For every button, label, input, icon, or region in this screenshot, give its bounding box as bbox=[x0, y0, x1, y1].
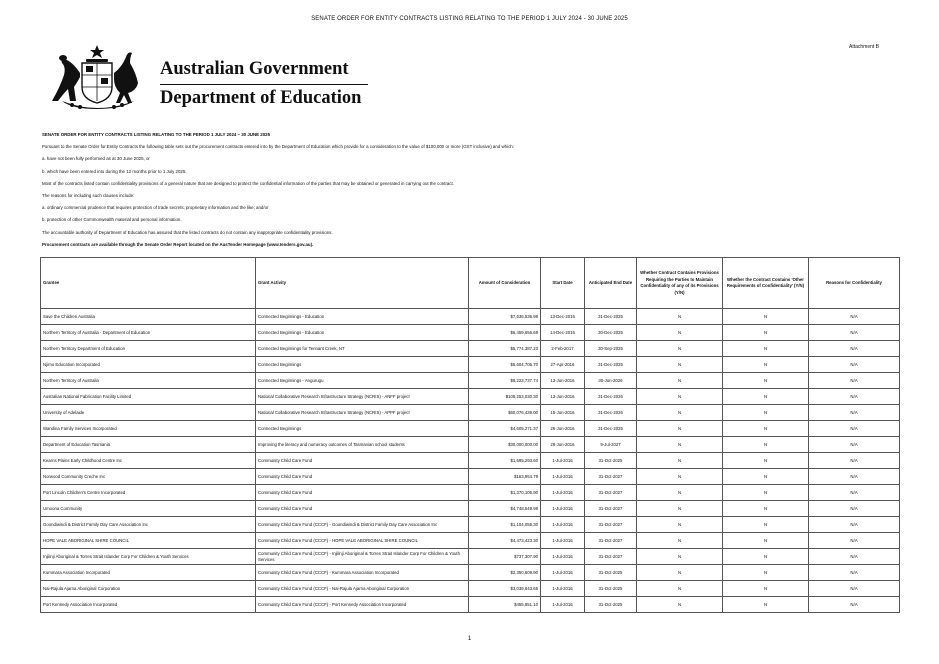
reasons-cell: N/A bbox=[809, 341, 900, 357]
confidentiality-cell: N bbox=[637, 309, 723, 325]
other-requirements-cell: N bbox=[723, 389, 809, 405]
reasons-cell: N/A bbox=[809, 565, 900, 581]
other-requirements-cell: N bbox=[723, 357, 809, 373]
other-requirements-cell: N bbox=[723, 469, 809, 485]
grant-activity-cell: National Collaborative Research Infrastructure Strategy (NCRIS) - APPF project bbox=[256, 405, 469, 421]
confidentiality-cell: N bbox=[637, 581, 723, 597]
table-row bbox=[41, 373, 900, 389]
reasons-cell: N/A bbox=[809, 325, 900, 341]
end-date-cell: 31-Oct-2027 bbox=[585, 485, 637, 501]
other-requirements-cell: N bbox=[723, 485, 809, 501]
other-requirements-cell: N bbox=[723, 565, 809, 581]
other-requirements-cell: N bbox=[723, 517, 809, 533]
table-row bbox=[41, 501, 900, 517]
start-date-cell: 1-Jul-2016 bbox=[541, 517, 585, 533]
grantee-cell: University of Adelaide bbox=[41, 405, 256, 421]
reasons-cell: N/A bbox=[809, 373, 900, 389]
confidentiality-cell: N bbox=[637, 453, 723, 469]
reasons-intro: The reasons for including such clauses include: bbox=[42, 192, 135, 198]
start-date-cell: 1-Jul-2016 bbox=[541, 469, 585, 485]
grantee-cell: Goondiwindi & District Family Day Care Association Inc bbox=[41, 517, 256, 533]
other-requirements-cell: N bbox=[723, 533, 809, 549]
end-date-cell: 31-Oct-2027 bbox=[585, 533, 637, 549]
other-requirements-cell: N bbox=[723, 421, 809, 437]
department-name: Department of Education bbox=[160, 88, 362, 108]
other-requirements-cell: N bbox=[723, 453, 809, 469]
table-row bbox=[41, 453, 900, 469]
intro-paragraph: Pursuant to the Senate Order for Entity Contracts the following table sets out the procurement contracts entered into by the Department of Education which provide for a consideration to the value of $100,000 or more (GST inclusive) and which: bbox=[42, 144, 514, 150]
grantee-cell: Port Kennedy Association Incorporated bbox=[41, 597, 256, 613]
end-date-cell: 31-Oct-2025 bbox=[585, 565, 637, 581]
table-row bbox=[41, 533, 900, 549]
start-date-cell: 1-Jul-2016 bbox=[541, 565, 585, 581]
reasons-cell: N/A bbox=[809, 597, 900, 613]
amount-cell: $737,307.90 bbox=[469, 549, 541, 565]
reasons-cell: N/A bbox=[809, 437, 900, 453]
confidentiality-cell: N bbox=[637, 373, 723, 389]
assurance-paragraph: The accountable authority of Department of Education has assured that the listed contracts do not contain any inappropriate confidentiality provisions. bbox=[42, 229, 333, 235]
confidentiality-cell: N bbox=[637, 501, 723, 517]
amount-cell: $4,473,423.30 bbox=[469, 533, 541, 549]
confidentiality-paragraph: Most of the contracts listed contain confidentiality provisions of a general nature that are designed to protect the confidential information of the parties that may be obtained or generated in carrying out the contract. bbox=[42, 180, 454, 186]
end-date-cell: 31-Dec-2025 bbox=[585, 421, 637, 437]
other-requirements-cell: N bbox=[723, 501, 809, 517]
end-date-cell: 31-Dec-2025 bbox=[585, 357, 637, 373]
table-row bbox=[41, 581, 900, 597]
grant-activity-cell: Connected Beginnings bbox=[256, 357, 469, 373]
confidentiality-cell: N bbox=[637, 469, 723, 485]
reasons-cell: N/A bbox=[809, 405, 900, 421]
amount-cell: $4,748,549.98 bbox=[469, 501, 541, 517]
end-date-cell: 9-Jul-2027 bbox=[585, 437, 637, 453]
amount-cell: $8,223,737.74 bbox=[469, 373, 541, 389]
grantee-cell: Northern Territory of Australia - Department of Education bbox=[41, 325, 256, 341]
end-date-cell: 30-Sep-2025 bbox=[585, 341, 637, 357]
amount-cell: $30,000,000.00 bbox=[469, 437, 541, 453]
start-date-cell: 13-Jun-2016 bbox=[541, 373, 585, 389]
table-body bbox=[41, 309, 900, 613]
grantee-cell: Injilinji Aboriginal & Torres Strait Islander Corp For Children & Youth Services bbox=[41, 549, 256, 565]
start-date-cell: 1-Jul-2016 bbox=[541, 485, 585, 501]
page-number: 1 bbox=[467, 636, 472, 642]
end-date-cell: 30-Jun-2026 bbox=[585, 373, 637, 389]
grant-activity-cell: Community Child Care Fund bbox=[256, 485, 469, 501]
amount-cell: $60,076,439.00 bbox=[469, 405, 541, 421]
other-requirements-cell: N bbox=[723, 309, 809, 325]
grant-activity-cell: Community Child Care Fund (CCCF) - Port Kennedy Association Incorporated bbox=[256, 597, 469, 613]
amount-cell: $1,695,293.60 bbox=[469, 453, 541, 469]
other-requirements-cell: N bbox=[723, 581, 809, 597]
other-requirements-cell: N bbox=[723, 549, 809, 565]
intro-heading: SENATE ORDER FOR ENTITY CONTRACTS LISTING RELATING TO THE PERIOD 1 JULY 2024 – 30 JUNE 2025 bbox=[42, 132, 271, 137]
reasons-cell: N/A bbox=[809, 453, 900, 469]
grantee-cell: Njirno Education Incorporated bbox=[41, 357, 256, 373]
table-row bbox=[41, 597, 900, 613]
confidentiality-cell: N bbox=[637, 565, 723, 581]
table-row bbox=[41, 389, 900, 405]
grant-activity-cell: Community Child Care Fund (CCCF) - HOPE VALE ABORIGINAL SHIRE COUNCIL bbox=[256, 533, 469, 549]
table-row bbox=[41, 437, 900, 453]
column-header-start-date: Start Date bbox=[541, 258, 585, 309]
intro-item-a: a. have not been fully performed as at 30 June 2025, or bbox=[42, 156, 150, 162]
grantee-cell: Wandina Family Services Incorporated bbox=[41, 421, 256, 437]
column-header-reasons: Reasons for Confidentiality bbox=[809, 258, 900, 309]
start-date-cell: 1-Jul-2016 bbox=[541, 533, 585, 549]
reasons-cell: N/A bbox=[809, 501, 900, 517]
table-row bbox=[41, 421, 900, 437]
grantee-cell: Save the Children Australia bbox=[41, 309, 256, 325]
amount-cell: $105,253,030.30 bbox=[469, 389, 541, 405]
other-requirements-cell: N bbox=[723, 437, 809, 453]
confidentiality-cell: N bbox=[637, 405, 723, 421]
start-date-cell: 13-Dec-2016 bbox=[541, 309, 585, 325]
column-header-grant-activity: Grant Activity bbox=[256, 258, 469, 309]
table-row bbox=[41, 549, 900, 565]
grant-activity-cell: Community Child Care Fund (CCCF) - Goondiwindi & District Family Day Care Association Inc bbox=[256, 517, 469, 533]
grant-activity-cell: Improving the literacy and numeracy outcomes of Tasmanian school students bbox=[256, 437, 469, 453]
reason-a: a. ordinary commercial prudence that requires protection of trade secrets, proprietary information and the like; and/or bbox=[42, 205, 269, 211]
table-row bbox=[41, 405, 900, 421]
grant-activity-cell: Connected Beginnings - Angurugu bbox=[256, 373, 469, 389]
grant-activity-cell: Community Child Care Fund bbox=[256, 453, 469, 469]
grant-activity-cell: Connected Beginnings bbox=[256, 421, 469, 437]
start-date-cell: 1-Jul-2016 bbox=[541, 581, 585, 597]
grant-activity-cell: Connected Beginnings - Education bbox=[256, 309, 469, 325]
reasons-cell: N/A bbox=[809, 517, 900, 533]
grant-activity-cell: Connected Beginnings - Education bbox=[256, 325, 469, 341]
other-requirements-cell: N bbox=[723, 373, 809, 389]
end-date-cell: 31-Dec-2026 bbox=[585, 389, 637, 405]
start-date-cell: 1-Jul-2016 bbox=[541, 501, 585, 517]
end-date-cell: 31-Oct-2027 bbox=[585, 549, 637, 565]
reasons-cell: N/A bbox=[809, 469, 900, 485]
table-row bbox=[41, 325, 900, 341]
grant-activity-cell: Community Child Care Fund (CCCF) - Injilinji Aboriginal & Torres Strait Islander Corp For Children & Youth Services bbox=[256, 549, 469, 565]
grant-activity-cell: Connected Beginnings for Tennant Creek, NT bbox=[256, 341, 469, 357]
other-requirements-cell: N bbox=[723, 597, 809, 613]
confidentiality-cell: N bbox=[637, 437, 723, 453]
confidentiality-cell: N bbox=[637, 597, 723, 613]
grantee-cell: HOPE VALE ABORIGINAL SHIRE COUNCIL bbox=[41, 533, 256, 549]
amount-cell: $163,954.79 bbox=[469, 469, 541, 485]
reasons-cell: N/A bbox=[809, 389, 900, 405]
grantee-cell: Northern Territory Department of Education bbox=[41, 341, 256, 357]
confidentiality-cell: N bbox=[637, 517, 723, 533]
start-date-cell: 2-Feb-2017 bbox=[541, 341, 585, 357]
end-date-cell: 31-Dec-2026 bbox=[585, 405, 637, 421]
end-date-cell: 31-Oct-2027 bbox=[585, 501, 637, 517]
confidentiality-cell: N bbox=[637, 549, 723, 565]
reasons-cell: N/A bbox=[809, 485, 900, 501]
other-requirements-cell: N bbox=[723, 405, 809, 421]
table-row bbox=[41, 517, 900, 533]
table-row bbox=[41, 309, 900, 325]
column-header-grantee: Grantee bbox=[41, 258, 256, 309]
amount-cell: $6,459,656.69 bbox=[469, 325, 541, 341]
other-requirements-cell: N bbox=[723, 341, 809, 357]
grantee-cell: Kearns Plains Early Childhood Centre Inc bbox=[41, 453, 256, 469]
end-date-cell: 31-Oct-2025 bbox=[585, 453, 637, 469]
austender-note: Procurement contracts are available through the Senate Order Report located on the AusTender Homepage (www.tenders.gov.au). bbox=[42, 241, 314, 247]
amount-cell: $2,350,609.90 bbox=[469, 565, 541, 581]
amount-cell: $3,039,643.65 bbox=[469, 581, 541, 597]
end-date-cell: 31-Oct-2027 bbox=[585, 469, 637, 485]
confidentiality-cell: N bbox=[637, 357, 723, 373]
government-name: Australian Government bbox=[160, 59, 349, 79]
reasons-cell: N/A bbox=[809, 581, 900, 597]
grantee-cell: Nai-Rajula Ajarna Aboriginal Corporation bbox=[41, 581, 256, 597]
column-header-end-date: Anticipated End Date bbox=[585, 258, 637, 309]
grant-activity-cell: Community Child Care Fund bbox=[256, 501, 469, 517]
attachment-label: Attachment B bbox=[848, 44, 879, 50]
confidentiality-cell: N bbox=[637, 389, 723, 405]
table-row bbox=[41, 341, 900, 357]
reasons-cell: N/A bbox=[809, 549, 900, 565]
end-date-cell: 31-Oct-2025 bbox=[585, 581, 637, 597]
confidentiality-cell: N bbox=[637, 533, 723, 549]
logo-divider bbox=[160, 84, 368, 85]
amount-cell: $4,605,271.37 bbox=[469, 421, 541, 437]
grantee-cell: Australian National Fabrication Facility Limited bbox=[41, 389, 256, 405]
coat-of-arms-icon bbox=[42, 43, 152, 113]
document-title: SENATE ORDER FOR ENTITY CONTRACTS LISTING RELATING TO THE PERIOD 1 JULY 2024 - 30 JUNE 2025 bbox=[311, 16, 628, 22]
start-date-cell: 15-Jun-2016 bbox=[541, 405, 585, 421]
end-date-cell: 31-Oct-2027 bbox=[585, 517, 637, 533]
intro-item-b: b. which have been entered into during the 12 months prior to 1 July 2025. bbox=[42, 168, 187, 174]
other-requirements-cell: N bbox=[723, 325, 809, 341]
start-date-cell: 26-Jun-2016 bbox=[541, 421, 585, 437]
grantee-cell: Kummara Association Incorporated bbox=[41, 565, 256, 581]
start-date-cell: 14-Dec-2016 bbox=[541, 325, 585, 341]
reasons-cell: N/A bbox=[809, 309, 900, 325]
start-date-cell: 1-Jul-2016 bbox=[541, 453, 585, 469]
grantee-cell: Department of Education Tasmania bbox=[41, 437, 256, 453]
column-header-other-requirements: Whether the Contract Contains 'Other Requirements of Confidentiality' (Y/N) bbox=[723, 258, 809, 309]
confidentiality-cell: N bbox=[637, 325, 723, 341]
amount-cell: $7,636,536.98 bbox=[469, 309, 541, 325]
government-logo bbox=[42, 43, 372, 113]
end-date-cell: 31-Dec-2025 bbox=[585, 309, 637, 325]
grant-activity-cell: National Collaborative Research Infrastructure Strategy (NCRIS) - ANFF project bbox=[256, 389, 469, 405]
confidentiality-cell: N bbox=[637, 485, 723, 501]
contracts-table bbox=[40, 257, 900, 613]
amount-cell: $5,604,706.70 bbox=[469, 357, 541, 373]
end-date-cell: 31-Oct-2025 bbox=[585, 597, 637, 613]
table-row bbox=[41, 357, 900, 373]
reasons-cell: N/A bbox=[809, 533, 900, 549]
grant-activity-cell: Community Child Care Fund (CCCF) - Kummara Association Incorporated bbox=[256, 565, 469, 581]
amount-cell: $5,774,387.23 bbox=[469, 341, 541, 357]
intro-section bbox=[42, 132, 902, 254]
amount-cell: $1,370,105.90 bbox=[469, 485, 541, 501]
start-date-cell: 27-Apr-2016 bbox=[541, 357, 585, 373]
start-date-cell: 13-Jun-2016 bbox=[541, 389, 585, 405]
grant-activity-cell: Community Child Care Fund (CCCF) - Nai-Rajula Ajarna Aboriginal Corporation bbox=[256, 581, 469, 597]
grantee-cell: Port Lincoln Children's Centre Incorporated bbox=[41, 485, 256, 501]
start-date-cell: 1-Jul-2016 bbox=[541, 597, 585, 613]
reason-b: b. protection of other Commonwealth material and personal information. bbox=[42, 217, 182, 223]
start-date-cell: 1-Jul-2016 bbox=[541, 549, 585, 565]
table-row bbox=[41, 469, 900, 485]
grantee-cell: Umoona Community bbox=[41, 501, 256, 517]
end-date-cell: 30-Dec-2025 bbox=[585, 325, 637, 341]
grantee-cell: Northern Territory of Australia bbox=[41, 373, 256, 389]
grantee-cell: Norwood Community Creche Inc bbox=[41, 469, 256, 485]
confidentiality-cell: N bbox=[637, 421, 723, 437]
column-header-confidentiality-provisions: Whether Contract Contains Provisions Requiring the Parties to Maintain Confidentiality of any of its Provisions (Y/N) bbox=[637, 258, 723, 309]
table-row bbox=[41, 565, 900, 581]
grant-activity-cell: Community Child Care Fund bbox=[256, 469, 469, 485]
start-date-cell: 29-Jun-2016 bbox=[541, 437, 585, 453]
confidentiality-cell: N bbox=[637, 341, 723, 357]
column-header-amount: Amount of Consideration bbox=[469, 258, 541, 309]
reasons-cell: N/A bbox=[809, 357, 900, 373]
table-header-row bbox=[41, 258, 900, 309]
reasons-cell: N/A bbox=[809, 421, 900, 437]
amount-cell: $455,851.10 bbox=[469, 597, 541, 613]
amount-cell: $1,104,055.30 bbox=[469, 517, 541, 533]
table-row bbox=[41, 485, 900, 501]
